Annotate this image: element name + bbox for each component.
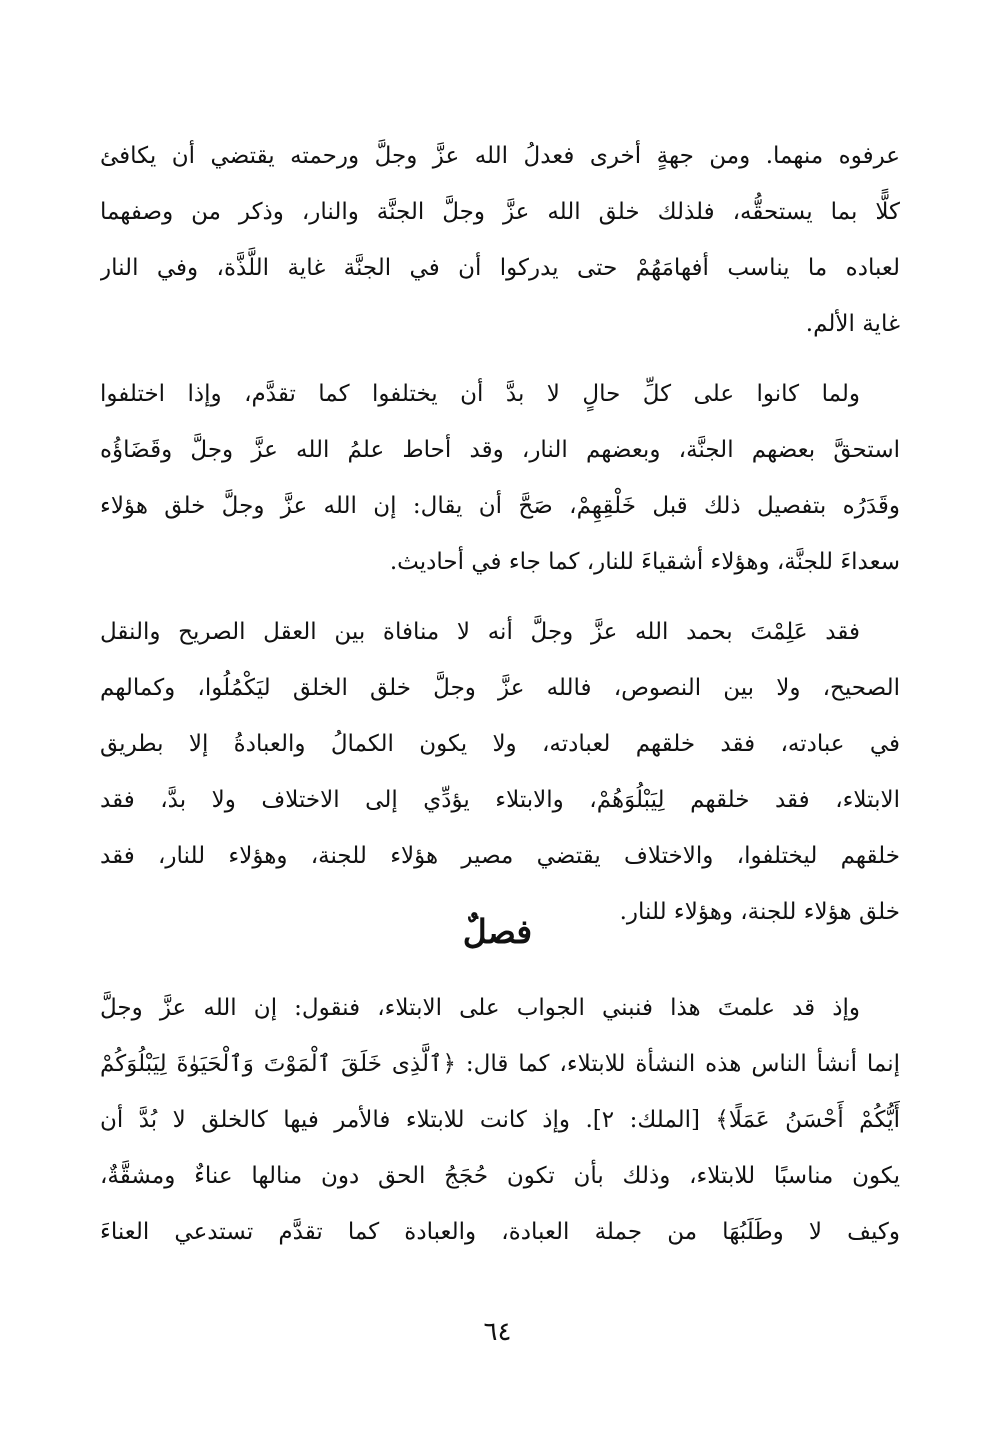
text-line: سعداءَ للجنَّة، وهؤلاء أشقياءَ للنار، كما جاء في أحاديث. [389, 549, 900, 575]
text-line: خلقهم ليختلفوا، والاختلاف يقتضي مصير هؤلاء للجنة، وهؤلاء للنار، فقد [100, 843, 900, 869]
text-line: كلًّا بما يستحقُّه، فلذلك خلق الله عزَّ وجلَّ الجنَّة والنار، وذكر من وصفهما [100, 199, 900, 225]
text-line: استحقَّ بعضهم الجنَّة، وبعضهم النار، وقد أحاط علمُ الله عزَّ وجلَّ وقَضَاؤُه [100, 437, 900, 463]
paragraph-3 [100, 604, 900, 940]
text-line: عرفوه منهما. ومن جهةٍ أخرى فعدلُ الله عزَّ وجلَّ ورحمته يقتضي أن يكافئ [100, 143, 900, 169]
text-line: فقد عَلِمْتَ بحمد الله عزَّ وجلَّ أنه لا منافاة بين العقل الصريح والنقل [100, 619, 860, 645]
text-line: في عبادته، فقد خلقهم لعبادته، ولا يكون الكمالُ والعبادةُ إلا بطريق [100, 731, 900, 757]
page-number: ٦٤ [483, 1317, 512, 1347]
text-line: ولما كانوا على كلِّ حالٍ لا بدَّ أن يختلفوا كما تقدَّم، وإذا اختلفوا [100, 381, 860, 407]
text-line: الابتلاء، فقد خلقهم لِيَبْلُوَهُمْ، والابتلاء يؤدِّي إلى الاختلاف ولا بدَّ، فقد [100, 787, 900, 813]
text-line: لعباده ما يناسب أفهامَهُمْ حتى يدركوا أن في الجنَّة غاية اللَّذَّة، وفي النار [100, 255, 900, 281]
text-line: خلق هؤلاء للجنة، وهؤلاء للنار. [619, 899, 900, 925]
paragraph-4 [100, 980, 900, 1260]
text-line: إنما أنشأ الناس هذه النشأة للابتلاء، كما قال: ﴿ٱلَّذِى خَلَقَ ٱلْمَوْتَ وَٱلْحَيَوٰةَ لِيَبْلُوَكُمْ [100, 1051, 900, 1077]
text-line: أَيُّكُمْ أَحْسَنُ عَمَلًا﴾ [الملك: ٢]. وإذ كانت للابتلاء فالأمر فيها كالخلق لا بُدَّ أن [100, 1107, 900, 1133]
text-line: يكون مناسبًا للابتلاء، وذلك بأن تكون حُجَجُ الحق دون منالها عناءٌ ومشقَّةٌ، [100, 1163, 900, 1189]
paragraph-1 [100, 128, 900, 352]
text-line: وإذ قد علمتَ هذا فنبني الجواب على الابتلاء، فنقول: إن الله عزَّ وجلَّ [100, 995, 860, 1021]
main-text [100, 128, 900, 954]
text-line: غاية الألم. [805, 311, 900, 337]
paragraph-2 [100, 366, 900, 590]
main-text-continued [100, 980, 900, 1274]
text-line: وكيف لا وطَلَبُهَا من جملة العبادة، والعبادة كما تقدَّم تستدعي العناءَ [100, 1219, 900, 1245]
text-line: وقَدَرُه بتفصيل ذلك قبل خَلْقِهِمْ، صَحَّ أن يقال: إن الله عزَّ وجلَّ خلق هؤلاء [100, 493, 900, 519]
section-heading: فصلٌ [462, 912, 533, 951]
text-line: الصحيح، ولا بين النصوص، فالله عزَّ وجلَّ خلق الخلق ليَكْمُلُوا، وكمالهم [100, 675, 900, 701]
